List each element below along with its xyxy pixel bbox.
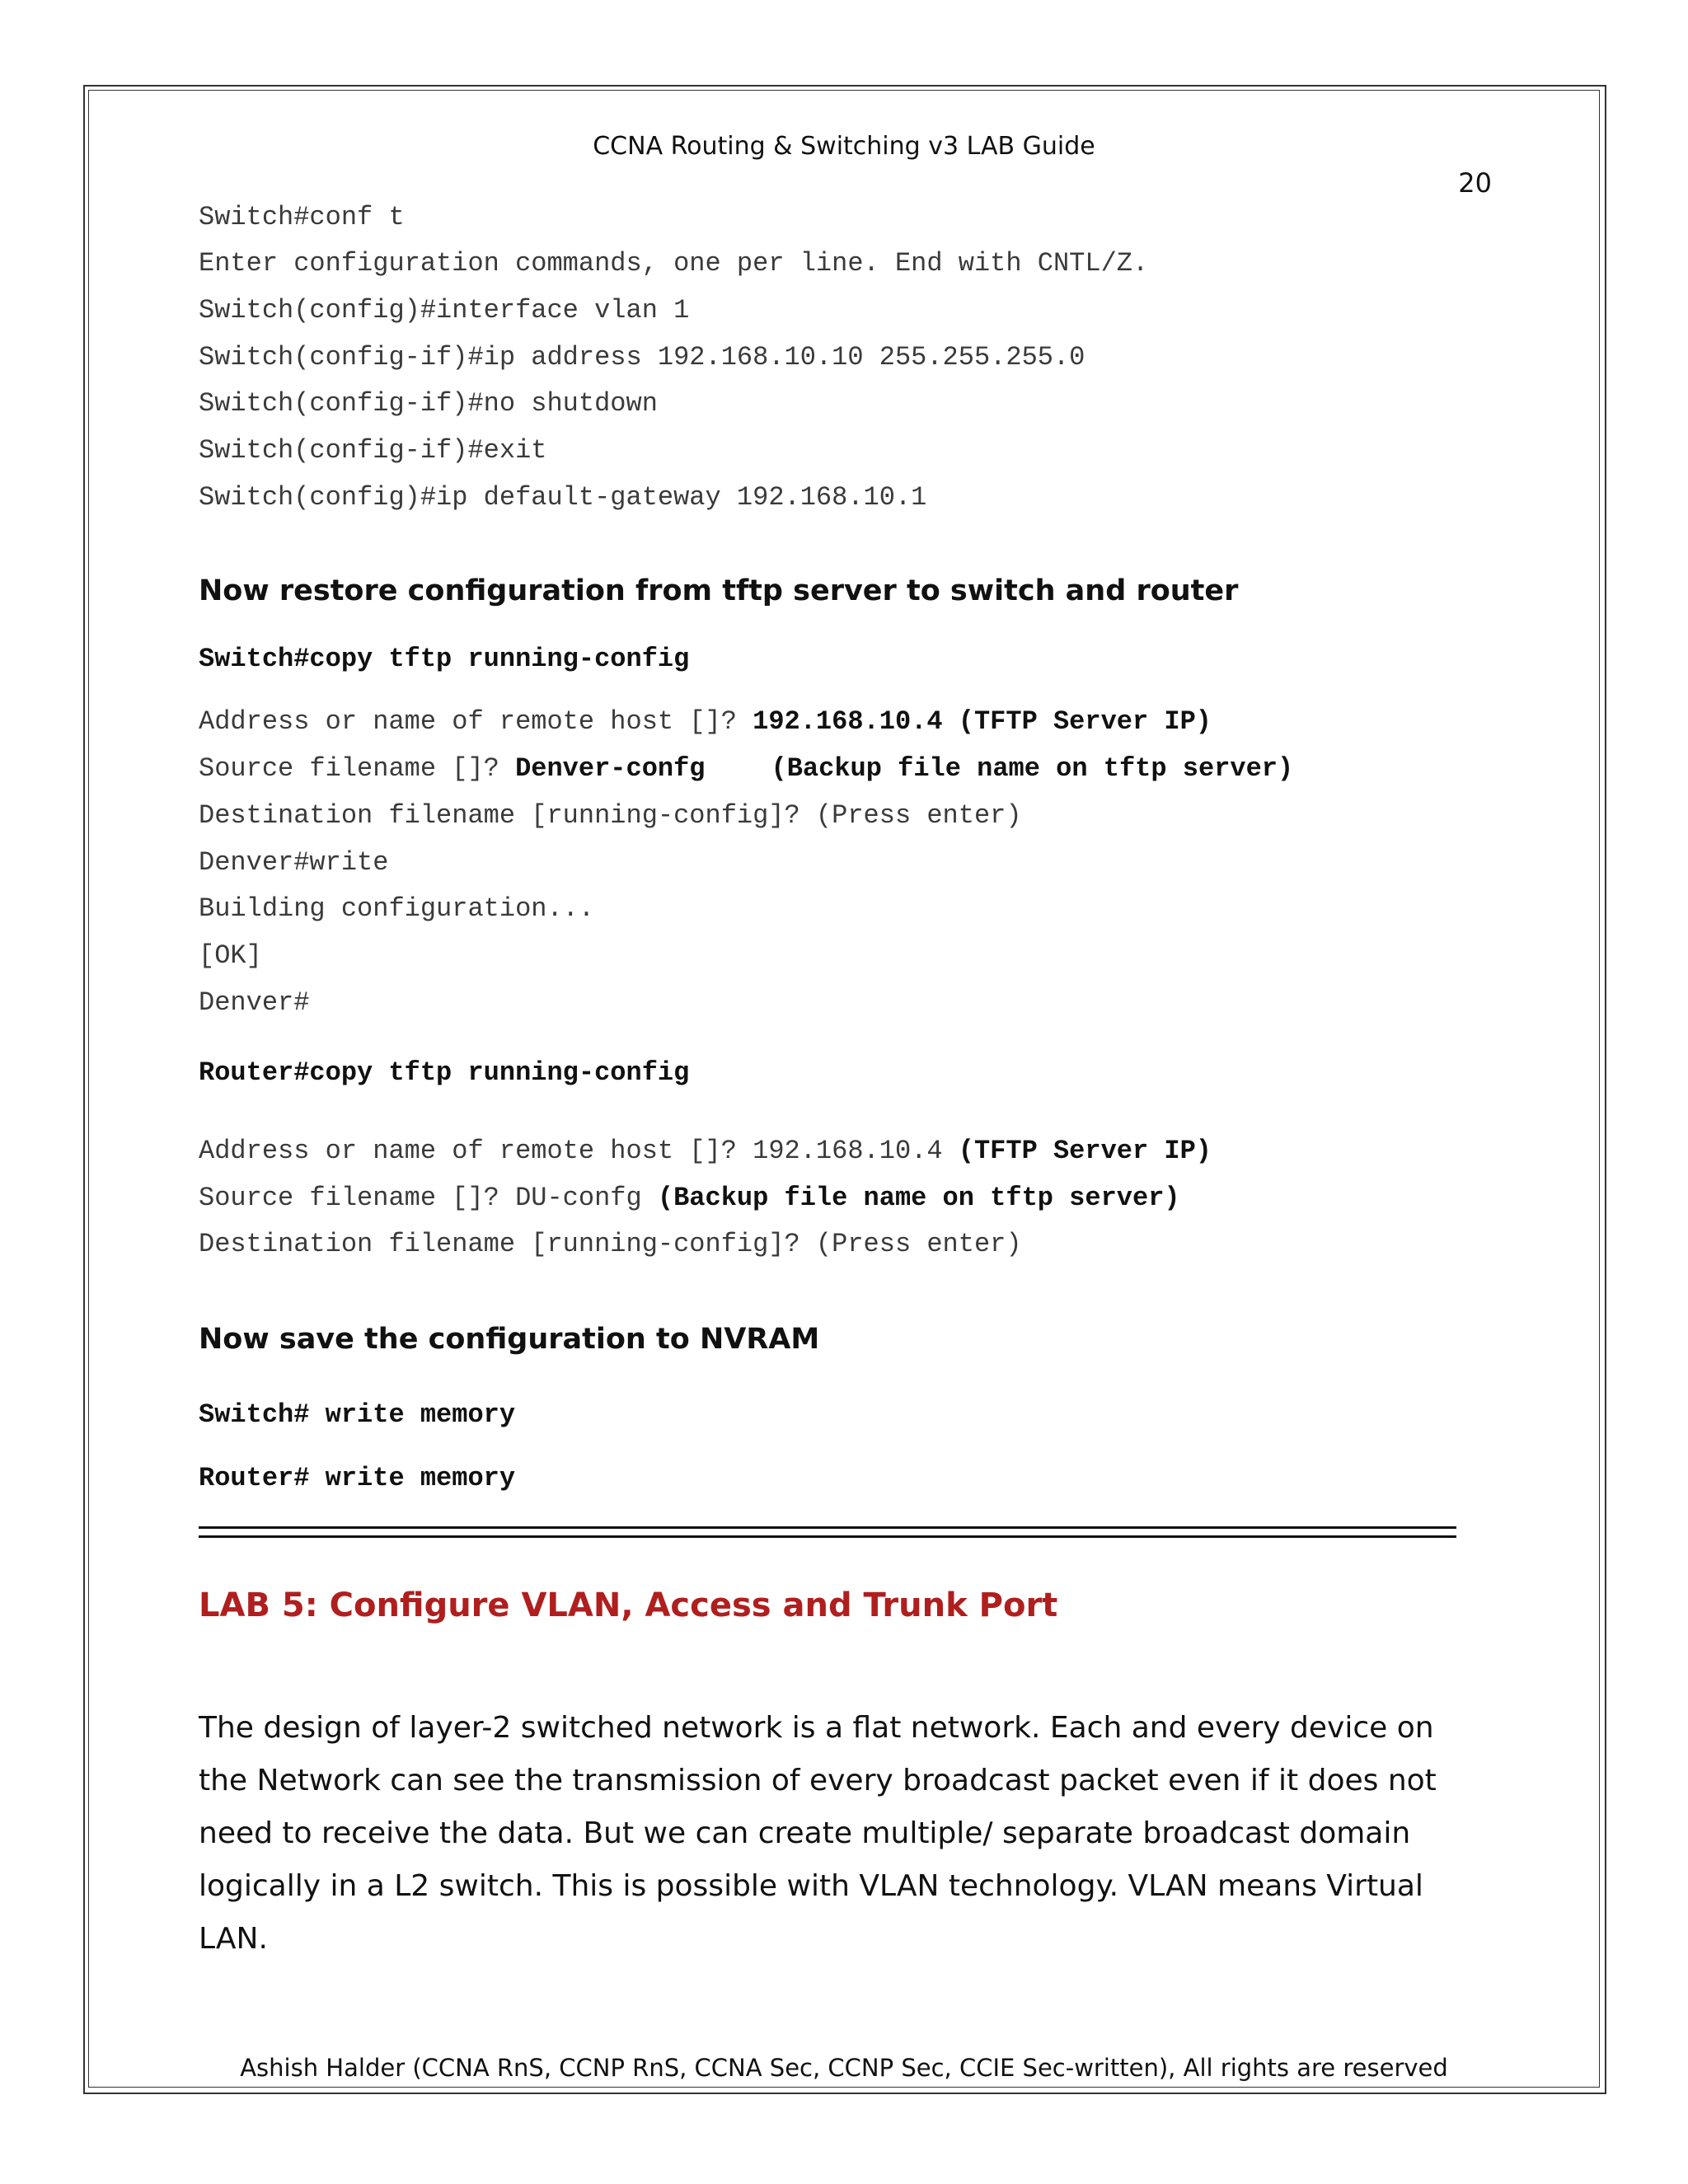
source-note: (Backup file name on tftp server)	[657, 1183, 1180, 1213]
separator-rule	[199, 1526, 1456, 1538]
lab-title: LAB 5: Configure VLAN, Access and Trunk Port	[199, 1586, 1058, 1624]
config-line: Switch(config-if)#exit	[199, 435, 547, 466]
denver-prompt-line: Denver#	[199, 987, 310, 1018]
config-line: Switch(config)#ip default-gateway 192.168.10.1	[199, 482, 927, 513]
prompt-text: Source filename []?	[199, 753, 516, 784]
page-footer: Ashish Halder (CCNA RnS, CCNP RnS, CCNA Sec, CCNP Sec, CCIE Sec-written), All rights are reserved	[240, 2054, 1448, 2082]
config-line: Switch(config)#interface vlan 1	[199, 295, 690, 326]
config-line: Switch(config-if)#ip address 192.168.10.10 255.255.255.0	[199, 342, 1085, 373]
config-line: Switch#conf t	[199, 202, 405, 232]
prompt-text: Address or name of remote host []? 192.168.10.4	[199, 1136, 959, 1166]
denver-write-line: Denver#write	[199, 847, 389, 878]
switch-write-memory: Switch# write memory	[199, 1399, 516, 1430]
page-number: 20	[1458, 167, 1492, 199]
building-line: Building configuration...	[199, 893, 595, 924]
router-copy-command: Router#copy tftp running-config	[199, 1057, 690, 1088]
config-line: Enter configuration commands, one per line. End with CNTL/Z.	[199, 248, 1149, 279]
router-source-line	[199, 1182, 1180, 1215]
source-value: Denver-confg	[515, 753, 706, 784]
address-note: (TFTP Server IP)	[958, 1136, 1212, 1166]
address-value: 192.168.10.4 (TFTP Server IP)	[753, 706, 1212, 737]
config-line: Switch(config-if)#no shutdown	[199, 388, 658, 419]
ok-line: [OK]	[199, 940, 262, 971]
router-dest-line: Destination filename [running-config]? (Press enter)	[199, 1229, 1022, 1259]
source-note: (Backup file name on tftp server)	[771, 753, 1294, 784]
prompt-text: Source filename []? DU-confg	[199, 1183, 658, 1213]
running-header: CCNA Routing & Switching v3 LAB Guide	[593, 132, 1095, 161]
lab-paragraph: The design of layer-2 switched network is a flat network. Each and every device on the Network can see the transmission of every broadcast packet even if it does not need to receive the data. But we can create multiple/ separate broadcast domain logically in a L2 switch. This is possible with VLAN technology. VLAN means Virtual LAN.	[199, 1711, 1437, 1956]
switch-source-line	[199, 752, 1293, 785]
router-address-line	[199, 1135, 1212, 1168]
switch-copy-command: Switch#copy tftp running-config	[199, 644, 690, 674]
prompt-text: Address or name of remote host []?	[199, 706, 753, 737]
restore-heading: Now restore configuration from tftp server to switch and router	[199, 574, 1239, 607]
switch-dest-line: Destination filename [running-config]? (Press enter)	[199, 800, 1022, 831]
switch-address-line	[199, 705, 1212, 738]
save-heading: Now save the configuration to NVRAM	[199, 1323, 820, 1356]
router-write-memory: Router# write memory	[199, 1463, 516, 1493]
